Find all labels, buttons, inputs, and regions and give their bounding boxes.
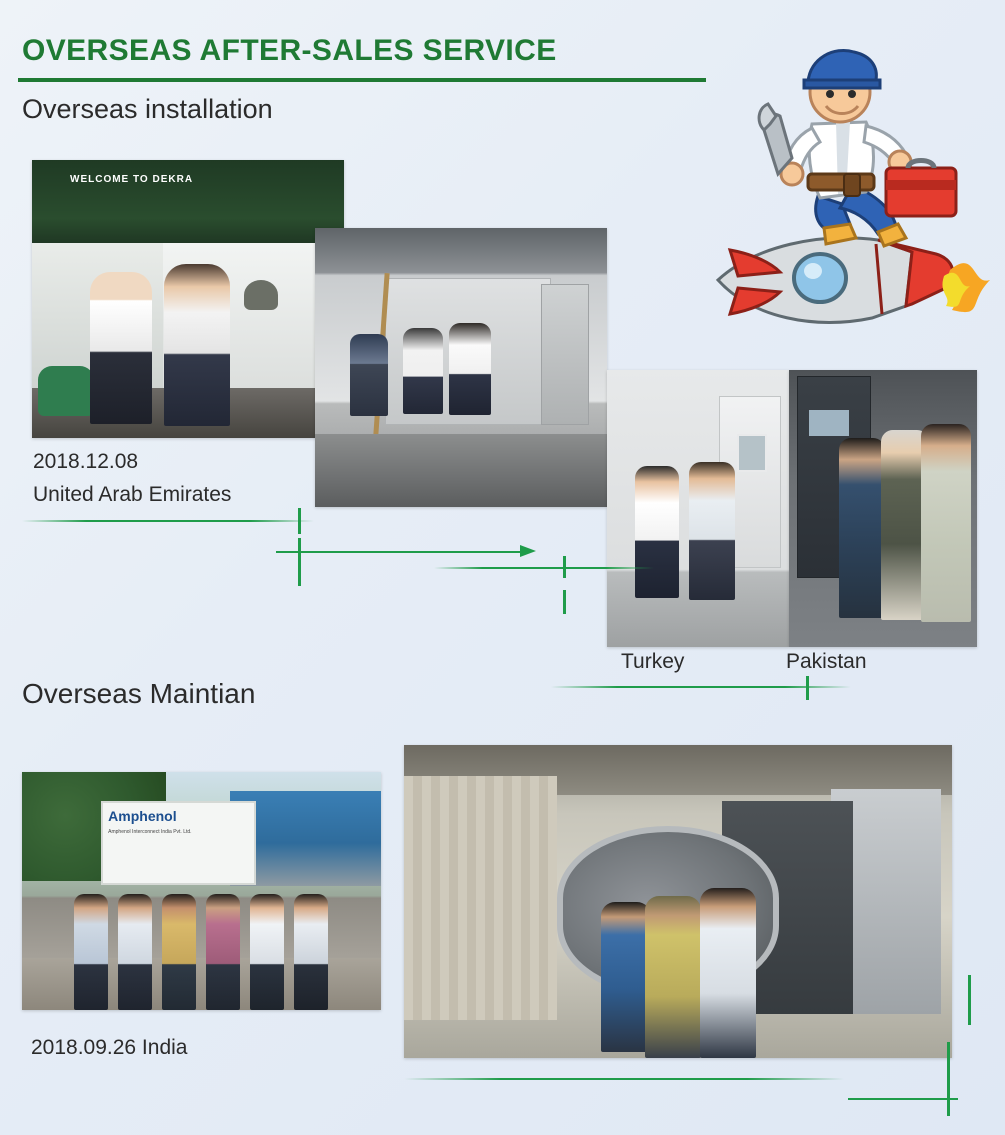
page-title: OVERSEAS AFTER-SALES SERVICE: [22, 34, 557, 67]
decor-tick-3: [563, 556, 566, 578]
photo-overseas-maintenance: [404, 745, 952, 1058]
decor-rule-bottom: [404, 1078, 844, 1080]
photo-india-sign-subtitle: Amphenol Interconnect India Pvt. Ltd.: [108, 829, 192, 836]
title-underline: [18, 78, 706, 82]
photo-pakistan: [789, 370, 977, 647]
decor-tick-4: [563, 590, 566, 614]
photo-turkey: [607, 370, 789, 647]
section-title-maintenance: Overseas Maintian: [22, 678, 256, 709]
photo-india-sign-title: Amphenol: [108, 807, 177, 824]
photo-uae: [32, 160, 344, 438]
decor-rule-mid: [434, 567, 654, 569]
decor-arrow-head-1: [520, 545, 536, 557]
decor-tick-6: [947, 1042, 950, 1116]
decor-rule-uae: [22, 520, 314, 522]
service-worker-with-rocket-icon: [700, 18, 990, 373]
caption-turkey: Turkey: [621, 650, 685, 673]
decor-tick-1: [298, 508, 301, 534]
decor-arrow-line-1: [276, 551, 526, 553]
decor-tick-2: [298, 538, 301, 586]
photo-chamber-installation: [315, 228, 607, 507]
caption-uae-date: 2018.12.08: [33, 450, 139, 473]
caption-uae-country: United Arab Emirates: [33, 483, 232, 506]
photo-uae-screen-text: WELCOME TO DEKRA: [70, 174, 194, 185]
caption-india: 2018.09.26 India: [31, 1036, 188, 1059]
decor-arrow-line-2: [848, 1098, 958, 1100]
decor-tick-7: [968, 975, 971, 1025]
caption-pakistan: Pakistan: [786, 650, 867, 673]
photo-india-amphenol: [22, 772, 381, 1010]
decor-tick-5: [806, 676, 809, 700]
section-title-installation: Overseas installation: [22, 94, 273, 124]
